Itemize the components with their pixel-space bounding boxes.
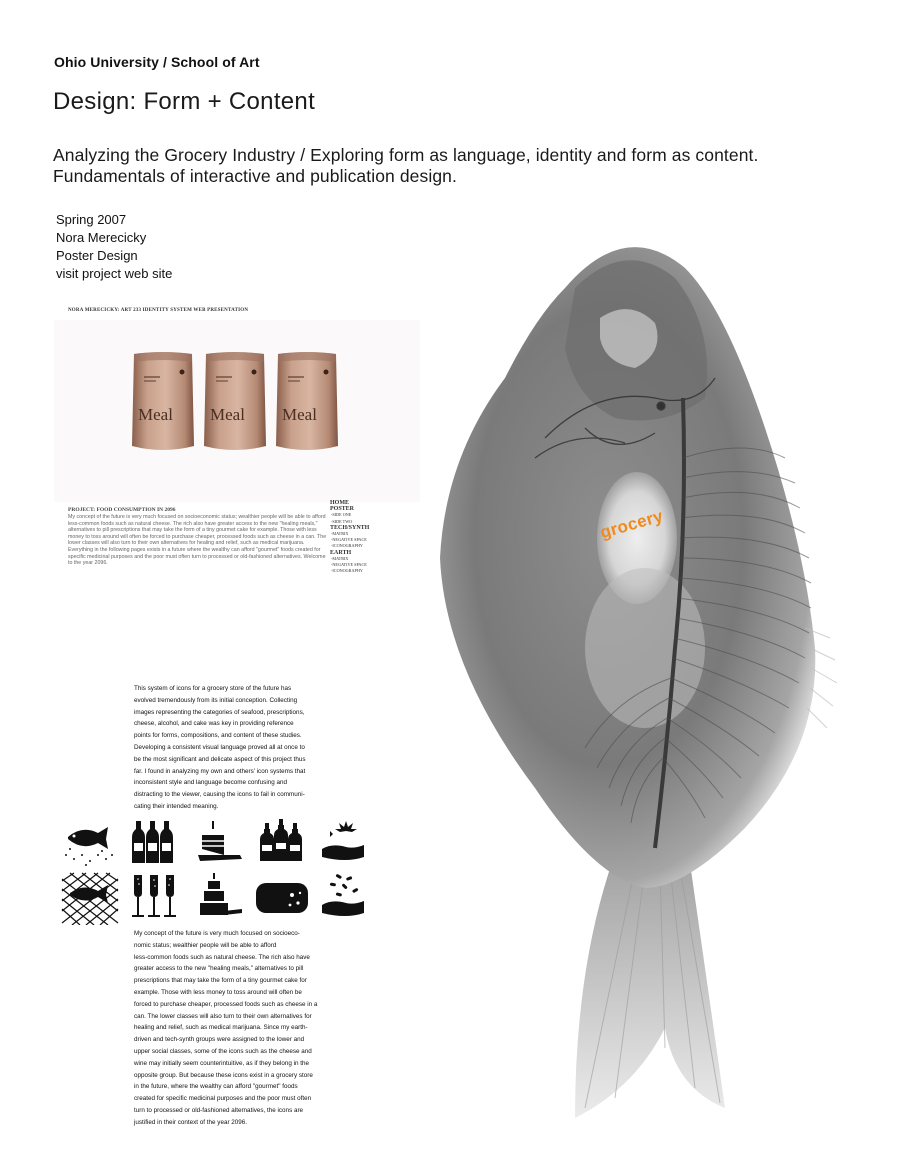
project-meta: [56, 211, 172, 283]
cheese-icon: [252, 871, 312, 925]
web-project-title: PROJECT: FOOD CONSUMPTION IN 2096: [68, 507, 176, 513]
text-line: This system of icons for a grocery store of the future has: [134, 685, 292, 692]
text-line: Developing a consistent visual language proved all at once to: [134, 743, 305, 751]
text-line: driven and tech-synth groups were assigned to the lower and: [134, 1036, 305, 1044]
xray-fish-poster: [425, 228, 845, 1128]
text-line: less-common foods such as natural cheese. The rich also have: [134, 953, 310, 961]
web-nav-sub[interactable]: -SIDE TWO: [331, 518, 353, 524]
web-presentation-header: NORA MERECICKY: ART 233 IDENTITY SYSTEM WEB PRESENTATION: [68, 308, 249, 313]
web-nav-sub[interactable]: -SIDE ONE: [331, 512, 352, 518]
pill-bottles-icon: [252, 815, 312, 869]
text-line: prescriptions that may take the form of a tiny gourmet cake for: [134, 977, 307, 985]
text-line: upper social classes, some of the icons such as the cheese and: [134, 1047, 312, 1055]
project-type: Poster Design: [56, 248, 138, 263]
web-nav-sub[interactable]: -NEGATIVE SPACE: [331, 562, 367, 568]
icon-grid: [56, 815, 376, 927]
svg-text:Meal: Meal: [282, 405, 317, 424]
meal-packages-image: [54, 320, 420, 502]
text-line: in the future, where the wealthy can afford "gourmet" foods: [134, 1083, 298, 1091]
description-line: Fundamentals of interactive and publication design.: [53, 166, 457, 186]
author-name: Nora Merecicky: [56, 230, 147, 245]
text-line: can. The lower classes will also turn to their own alternatives for: [134, 1012, 312, 1020]
web-nav-home[interactable]: HOME: [330, 500, 349, 506]
web-nav-earth[interactable]: EARTH: [330, 549, 352, 556]
web-nav-techsynth[interactable]: TECH/SYNTH: [330, 524, 370, 531]
concept-text: [134, 928, 318, 1129]
beer-bottles-icon: [124, 815, 184, 869]
fish-icon: [60, 815, 120, 869]
text-line: opposite group. But because these icons exist in a grocery store: [134, 1071, 313, 1079]
text-line: turn to processed or old-fashioned alternatives, the icons are: [134, 1106, 304, 1114]
text-line: justified in their context of the year 2096.: [134, 1118, 248, 1126]
svg-text:Meal: Meal: [210, 405, 245, 424]
text-line: far. I found in analyzing my own and others' icon systems that: [134, 767, 306, 775]
text-line: My concept of the future is very much focused on socioeco-: [134, 930, 300, 937]
text-line: nomic status; wealthier people will be able to afford: [134, 941, 277, 949]
web-nav-sub[interactable]: -ICONOGRAPHY: [331, 568, 363, 574]
meal-package: [130, 350, 196, 454]
web-project-text: My concept of the future is very much focused on socioeconomic status; wealthier people will be able to afford less-common foods such as natural cheese. The rich also have greater access to the new "healing meals," alternatives to pill prescriptions that may take the form of a tiny gourmet cake for example. Those with less money to toss around will often be forced to purchase cheaper, processed foods such as cheese in a can. The lower classes will also turn to their own alternatives for healing and relief, such as medical marijuana. Everything in the following pages exists in a future where the wealthy can afford "gourmet" foods created for specific medicinal purposes and the poor must often turn to processed or old-fashioned alternatives. Welcome to the year 2096.: [68, 514, 327, 567]
course-title: Design: Form + Content: [53, 88, 316, 115]
fish-net-icon: [60, 871, 120, 925]
text-line: healing and relief, such as medical marijuana. Since my earth-: [134, 1024, 308, 1032]
text-line: distracting to the viewer, causing the icons to fail in communi-: [134, 791, 305, 799]
institution-title: Ohio University / School of Art: [54, 54, 260, 70]
web-nav-sub[interactable]: -ICONOGRAPHY: [331, 543, 363, 549]
text-line: created for specific medicinal purposes and the poor must often: [134, 1095, 312, 1103]
description-line: Analyzing the Grocery Industry / Exploring form as language, identity and form as content.: [53, 145, 759, 165]
grocery-label: grocery: [598, 506, 666, 543]
cake-slice-icon: [188, 815, 248, 869]
web-nav-poster[interactable]: POSTER: [330, 506, 355, 513]
text-line: points for forms, compositions, and content of these studies.: [134, 732, 302, 740]
web-presentation-screenshot: [54, 302, 420, 582]
tiered-cake-icon: [188, 871, 248, 925]
project-website-link[interactable]: visit project web site: [56, 266, 173, 281]
web-nav: [330, 500, 369, 574]
text-line: wine may initially seem counterintuitive, as if they belong in the: [134, 1059, 310, 1067]
text-line: cating their intended meaning.: [134, 802, 219, 810]
text-line: example. Those with less money to toss around will often be: [134, 988, 302, 996]
course-description: [53, 145, 758, 187]
text-line: images representing the categories of seafood, prescriptions,: [134, 708, 305, 716]
meal-package: [202, 350, 268, 454]
text-line: cheese, alcohol, and cake was key in providing reference: [134, 720, 294, 728]
web-nav-sub[interactable]: -MATRIX: [331, 555, 349, 561]
leaf-hand-icon: [316, 815, 376, 869]
champagne-glasses-icon: [124, 871, 184, 925]
pills-hand-icon: [316, 871, 376, 925]
text-line: inconsistent style and language become confusing and: [134, 779, 287, 787]
text-line: forced to purchase cheaper, processed foods such as cheese in a: [134, 1000, 318, 1008]
text-line: evolved tremendously from its initial conception. Collecting: [134, 696, 298, 704]
meal-package: [274, 350, 340, 454]
term: Spring 2007: [56, 212, 127, 227]
web-nav-sub[interactable]: -NEGATIVE SPACE: [331, 537, 367, 543]
web-nav-sub[interactable]: -MATRIX: [331, 531, 349, 537]
text-line: greater access to the new "healing meals," alternatives to pill: [134, 965, 304, 973]
text-line: be the most significant and delicate aspect of this project thus: [134, 755, 306, 763]
svg-text:Meal: Meal: [138, 405, 173, 424]
icon-system-text: [134, 683, 314, 813]
